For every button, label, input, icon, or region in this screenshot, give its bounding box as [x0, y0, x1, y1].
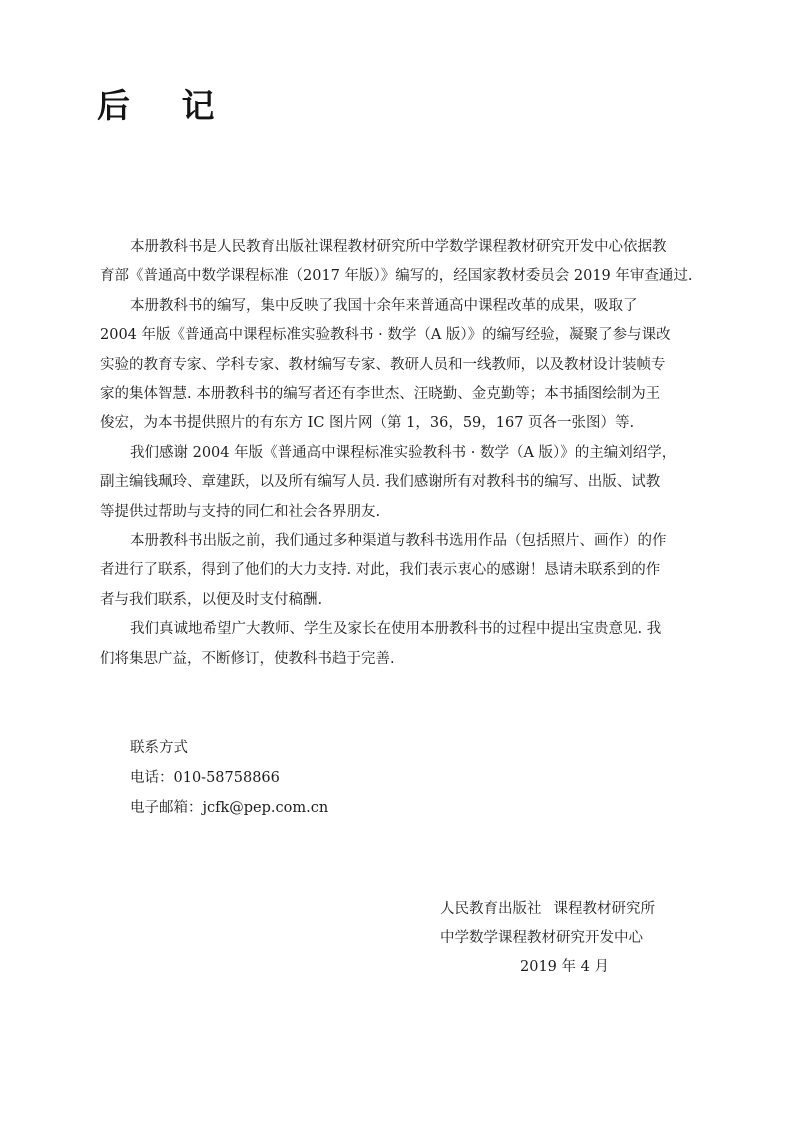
- paragraph-line: 们将集思广益，不断修订，使教科书趋于完善.: [100, 650, 395, 667]
- paragraph-line: 副主编钱珮玲、章建跃，以及所有编写人员. 我们感谢所有对教科书的编写、出版、试教: [100, 474, 661, 491]
- paragraph-line: 我们真诚地希望广大教师、学生及家长在使用本册教科书的过程中提出宝贵意见. 我: [130, 621, 662, 638]
- paragraph-line: 实验的教育专家、学科专家、教材编写专家、教研人员和一线教师，以及教材设计装帧专: [100, 356, 666, 373]
- contact-email: 电子邮箱：jcfk@pep.com.cn: [130, 800, 329, 816]
- paragraph-line: 俊宏，为本书提供照片的有东方 IC 图片网（第 1，36，59，167 页各一张图）等.: [100, 415, 635, 432]
- paragraph-line: 家的集体智慧. 本册教科书的编写者还有李世杰、汪晓勤、金克勤等；本书插图绘制为王: [100, 386, 661, 403]
- contact-block: [130, 733, 328, 823]
- paragraph-line: 者与我们联系，以便及时支付稿酬.: [100, 591, 323, 608]
- signature-org-line: [440, 895, 700, 924]
- paragraph-2: [100, 292, 700, 439]
- signature-institute: 课程教材研究所: [553, 901, 655, 917]
- paragraph-line: 者进行了联系，得到了他们的大力支持. 对此，我们表示衷心的感谢！恳请未联系到的作: [100, 562, 661, 579]
- paragraph-1: [100, 233, 700, 292]
- paragraph-line: 本册教科书的编写，集中反映了我国十余年来普通高中课程改革的成果，吸取了: [130, 297, 638, 314]
- paragraph-4: [100, 527, 700, 615]
- paragraph-line: 本册教科书出版之前，我们通过多种渠道与教科书选用作品（包括照片、画作）的作: [130, 533, 667, 550]
- page-title: 后 记: [97, 86, 235, 125]
- contact-heading: 联系方式: [130, 740, 188, 756]
- afterword-body: [100, 233, 700, 674]
- paragraph-line: 等提供过帮助与支持的同仁和社会各界朋友.: [100, 503, 381, 520]
- signature-date: 2019 年 4 月: [520, 959, 609, 975]
- signature-publisher: 人民教育出版社: [440, 901, 542, 917]
- contact-phone: 电话：010-58758866: [130, 770, 280, 786]
- paragraph-line: 我们感谢 2004 年版《普通高中课程标准实验教科书 · 数学（A 版）》的主编刘绍学，: [130, 444, 677, 461]
- paragraph-line: 2004 年版《普通高中课程标准实验教科书 · 数学（A 版）》的编写经验，凝聚了参与课改: [100, 327, 671, 344]
- paragraph-line: 育部《普通高中数学课程标准（2017 年版）》编写的，经国家教材委员会 2019 年审查通过.: [100, 268, 693, 285]
- paragraph-5: [100, 615, 700, 674]
- signature-center: 中学数学课程教材研究开发中心: [440, 930, 643, 946]
- paragraph-3: [100, 439, 700, 527]
- signature-block: [440, 895, 700, 982]
- paragraph-line: 本册教科书是人民教育出版社课程教材研究所中学数学课程教材研究开发中心依据教: [130, 239, 667, 255]
